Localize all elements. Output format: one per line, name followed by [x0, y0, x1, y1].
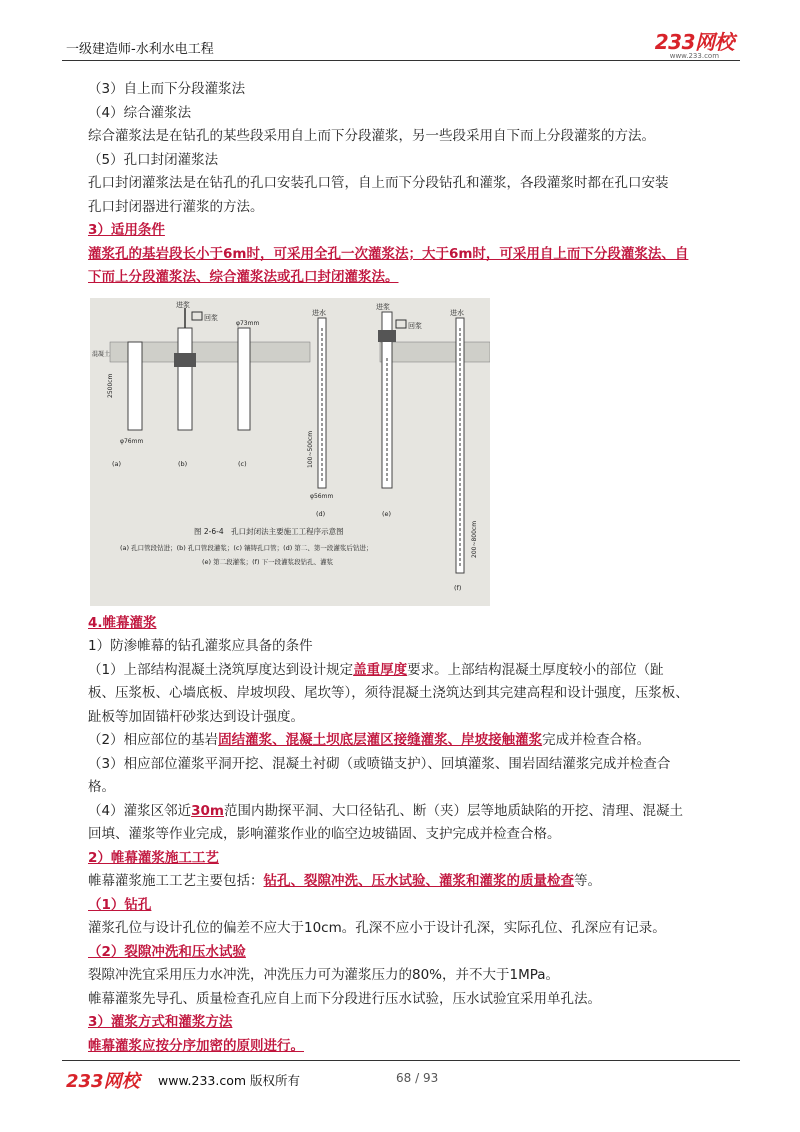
paragraph: [62, 659, 742, 683]
figure-panel-label: (e): [382, 509, 392, 518]
logo-text: 233网校: [654, 30, 734, 54]
paragraph: （5）孔口封闭灌浆法: [88, 151, 219, 168]
paragraph: [62, 870, 742, 894]
section-heading: （2）裂隙冲洗和压水试验: [88, 943, 246, 960]
paragraph: （3）自上而下分段灌浆法: [88, 81, 246, 97]
text-run: 帷幕灌浆施工工艺主要包括：: [88, 873, 264, 889]
figure-caption: 图 2-6-4 孔口封闭法主要施工工程序示意图: [194, 526, 344, 536]
footer-copyright: www.233.com 版权所有: [158, 1073, 300, 1088]
figure-panel-label: (f): [454, 583, 462, 592]
figure-label-huijiang: 回浆: [204, 313, 218, 322]
text-run: （4）灌浆区邻近: [88, 802, 192, 819]
section-heading: 3）适用条件: [88, 222, 165, 238]
paragraph: [62, 800, 742, 824]
figure-panel-label: (a): [112, 459, 122, 468]
highlight-term: 盖重厚度: [353, 661, 408, 678]
paragraph: 孔口封闭灌浆法是在钻孔的孔口安装孔口管，自上而下分段钻孔和灌浆，各段灌浆时都在孔口安装: [88, 175, 669, 191]
page-footer: [62, 1060, 740, 1101]
header-title: 一级建造师-水利水电工程: [66, 42, 214, 57]
text-run: 要求。上部结构混凝土厚度较小的部位（趾: [407, 661, 664, 678]
figure-label-depth: 2500cm: [107, 373, 114, 398]
figure-panel-label: (d): [316, 509, 326, 518]
figure-panel-label: (c): [238, 459, 247, 468]
figure-label-jinshui: 进水: [312, 308, 326, 317]
figure-panel-label: (b): [178, 459, 188, 468]
paragraph: 裂隙冲洗宜采用压力水冲洗，冲洗压力可为灌浆压力的80%，并不大于1MPa。: [88, 967, 560, 983]
figure-label-diameter: φ73mm: [236, 319, 260, 327]
text-run: （1）上部结构混凝土浇筑厚度达到设计规定: [88, 661, 354, 678]
text-run: 范围内勘探平洞、大口径钻孔、断（夹）层等地质缺陷的开挖、清理、混凝土: [223, 802, 683, 819]
text-run: 等。: [574, 873, 601, 889]
figure-label-depth: 200~800cm: [471, 520, 478, 558]
highlight-term: 钻孔、裂隙冲洗、压水试验、灌浆和灌浆的质量检查: [263, 873, 574, 889]
paragraph: 帷幕灌浆先导孔、质量检查孔应自上而下分段进行压水试验，压水试验宜采用单孔法。: [88, 990, 601, 1007]
grouting-procedure-figure: [90, 298, 490, 606]
figure-label-depth: 100~500cm: [307, 430, 314, 468]
footer-logo: 233网校: [66, 1071, 140, 1092]
paragraph: （3）相应部位灌浆平洞开挖、混凝土衬砌（或喷锚支护）、回填灌浆、围岩固结灌浆完成并检查合: [88, 755, 671, 772]
paragraph: 回填、灌浆等作业完成，影响灌浆作业的临空边坡锚固、支护完成并检查合格。: [88, 826, 561, 842]
highlight-paragraph: 下而上分段灌浆法、综合灌浆法或孔口封闭灌浆法。: [88, 269, 399, 285]
figure-label-huijiang: 回浆: [408, 321, 422, 330]
figure-label-rock: 混凝土: [92, 350, 111, 358]
paragraph: （4）综合灌浆法: [88, 104, 192, 121]
figure-label-diameter: φ56mm: [310, 492, 334, 500]
figure-legend: (a) 孔口管段钻进；(b) 孔口管段灌浆；(c) 镶铸孔口管；(d) 第二、第一段灌浆后钻进；: [120, 543, 373, 552]
figure-label-diameter: φ76mm: [120, 437, 144, 445]
brand-logo: [655, 26, 734, 60]
highlight-term: 30m: [191, 802, 224, 819]
highlight-term: 固结灌浆、混凝土坝底层灌区接缝灌浆、岸坡接触灌浆: [218, 732, 543, 748]
figure-label-jinjiang: 进浆: [376, 302, 390, 311]
paragraph: 孔口封闭器进行灌浆的方法。: [88, 198, 264, 215]
page-header: [62, 24, 740, 61]
section-heading: 3）灌浆方式和灌浆方法: [88, 1014, 233, 1030]
document-body: [62, 78, 742, 1058]
paragraph: [62, 729, 742, 753]
text-run: 完成并检查合格。: [542, 732, 651, 748]
paragraph: 1）防渗帷幕的钻孔灌浆应具备的条件: [88, 638, 313, 654]
paragraph: 格。: [88, 779, 115, 795]
paragraph: 趾板等加固锚杆砂浆达到设计强度。: [88, 708, 304, 725]
paragraph: 板、压浆板、心墙底板、岸坡坝段、尾坎等），须待混凝土浇筑达到其完建高程和设计强度，压浆板、: [88, 685, 689, 701]
section-heading: 2）帷幕灌浆施工工艺: [88, 849, 219, 866]
section-heading: 4.帷幕灌浆: [88, 614, 157, 631]
paragraph: 灌浆孔位与设计孔位的偏差不应大于10cm。孔深不应小于设计孔深，实际孔位、孔深应有记录。: [88, 920, 666, 936]
figure-label-jinshui: 进水: [450, 308, 464, 317]
figure-legend: (e) 第二段灌浆；(f) 下一段灌浆段钻孔、灌浆: [202, 557, 334, 566]
logo-url: www.233.com: [669, 52, 720, 60]
page-number: 68 / 93: [396, 1071, 439, 1085]
highlight-paragraph: 帷幕灌浆应按分序加密的原则进行。: [88, 1037, 304, 1054]
paragraph: 综合灌浆法是在钻孔的某些段采用自上而下分段灌浆，另一些段采用自下而上分段灌浆的方法。: [88, 128, 655, 144]
figure-label-jinjiang: 进浆: [176, 300, 190, 309]
highlight-paragraph: 灌浆孔的基岩段长小于6m时，可采用全孔一次灌浆法；大于6m时，可采用自上而下分段灌浆法、自: [88, 245, 689, 262]
text-run: （2）相应部位的基岩: [88, 732, 219, 748]
section-heading: （1）钻孔: [88, 896, 152, 913]
